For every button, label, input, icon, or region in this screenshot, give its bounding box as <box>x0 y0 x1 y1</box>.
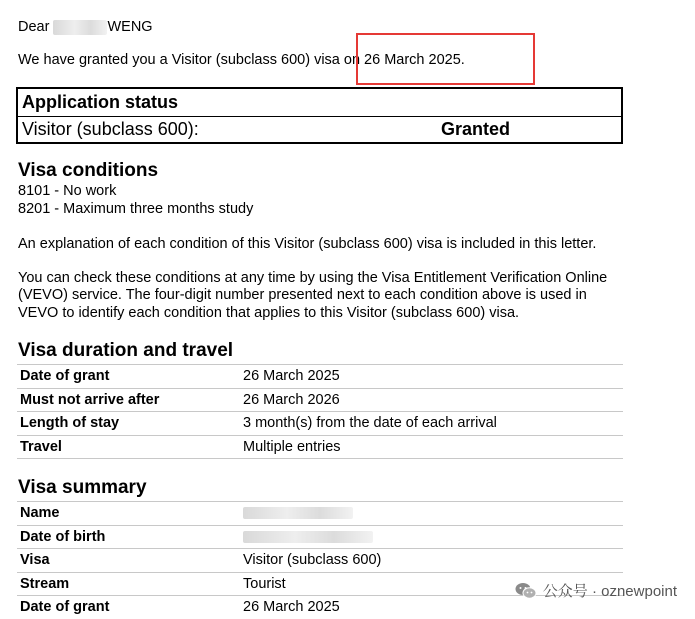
row-label: Travel <box>20 438 62 455</box>
table-row <box>17 365 623 389</box>
vevo-paragraph-line: VEVO to identify each condition that applies to this Visitor (subclass 600) visa. <box>18 305 520 321</box>
row-value: Visitor (subclass 600) <box>243 552 382 568</box>
row-value: Tourist <box>243 575 286 592</box>
row-label: Date of grant <box>20 368 110 384</box>
visa-conditions-title: Visa conditions <box>18 160 159 181</box>
row-value: Multiple entries <box>243 438 341 455</box>
wechat-icon <box>515 582 537 600</box>
redacted-dob-blur <box>243 531 373 543</box>
row-label: Date of grant <box>20 599 110 615</box>
conditions-explanation: An explanation of each condition of this Visitor (subclass 600) visa is included in this letter. <box>18 236 597 252</box>
salutation-surname: WENG <box>107 19 153 35</box>
redacted-name <box>53 20 107 35</box>
table-row <box>17 412 623 436</box>
row-label: Length of stay <box>20 415 120 431</box>
table-row <box>17 502 623 526</box>
row-value: 3 month(s) from the date of each arrival <box>243 415 497 431</box>
visa-summary-title: Visa summary <box>18 477 147 498</box>
highlight-box <box>356 33 535 85</box>
application-status-box <box>16 87 623 144</box>
row-label: Name <box>20 505 60 521</box>
application-status-title: Application status <box>22 92 179 112</box>
vevo-paragraph-line: You can check these conditions at any time by using the Visa Entitlement Verification Online <box>18 270 608 286</box>
redacted-name-blur <box>243 507 353 519</box>
row-value: 26 March 2026 <box>243 391 340 408</box>
vevo-paragraph-line: (VEVO) service. The four-digit number presented next to each condition above is used in <box>18 287 587 303</box>
table-row <box>17 389 623 413</box>
row-label: Stream <box>20 575 70 592</box>
watermark <box>515 580 677 601</box>
condition-item: 8101 - No work <box>18 183 117 199</box>
salutation-prefix: Dear <box>18 19 54 35</box>
status-divider <box>18 116 621 117</box>
row-label: Must not arrive after <box>20 391 160 408</box>
duration-travel-title: Visa duration and travel <box>18 340 234 361</box>
table-row <box>17 436 623 460</box>
row-value: 26 March 2025 <box>243 599 340 615</box>
salutation <box>18 19 153 36</box>
table-row <box>17 549 623 573</box>
condition-item: 8201 - Maximum three months study <box>18 201 254 217</box>
row-value: 26 March 2025 <box>243 368 340 384</box>
redacted-value <box>243 529 373 545</box>
watermark-text: 公众号 · oznewpoint <box>542 583 677 600</box>
application-status-value: Granted <box>441 119 511 139</box>
duration-travel-table <box>17 364 623 459</box>
grant-sentence: We have granted you a Visitor (subclass 600) visa on 26 March 2025. <box>18 52 465 68</box>
redacted-value <box>243 505 353 521</box>
row-label: Visa <box>20 552 50 568</box>
table-row <box>17 526 623 550</box>
application-status-label: Visitor (subclass 600): <box>22 119 199 139</box>
row-label: Date of birth <box>20 528 106 545</box>
